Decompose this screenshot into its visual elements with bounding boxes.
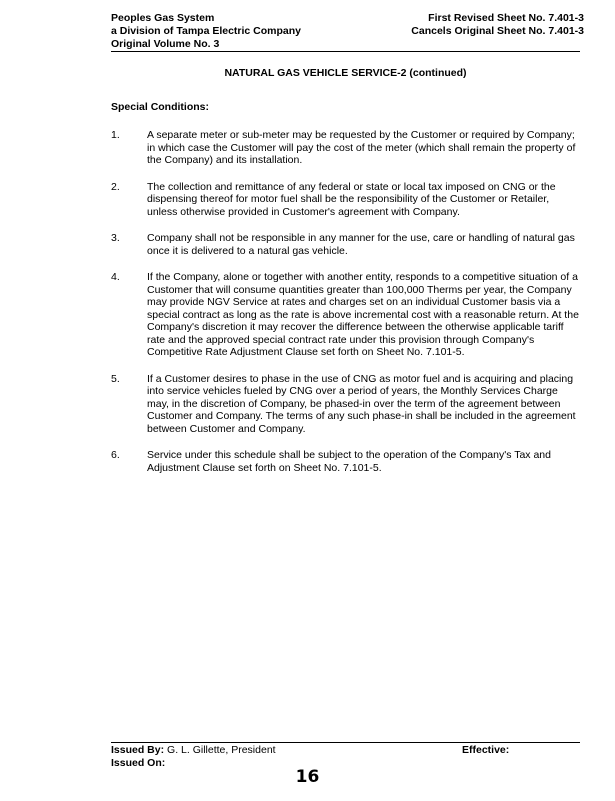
sheet-cancels: Cancels Original Sheet No. 7.401-3: [411, 25, 584, 37]
header-rule: [111, 51, 580, 52]
effective-label: Effective:: [462, 744, 510, 756]
condition-text: The collection and remittance of any federal or state or local tax imposed on CNG or the dispensing thereof for motor fuel shall be the responsibility of the Customer or Retailer, unless otherwise provided in Customer's agreement with Company.: [147, 180, 556, 218]
condition-item: [111, 271, 581, 359]
condition-text: Company shall not be responsible in any manner for the use, care or handling of natural gas once it is delivered to a natural gas vehicle.: [147, 232, 575, 257]
condition-item: [111, 449, 581, 474]
condition-text: If a Customer desires to phase in the use of CNG as motor fuel and is acquiring and placing into service vehicles fueled by CNG over a period of years, the Monthly Services Charge may, in the discretion of Company, be phased-in over the term of the agreement between Customer and Company. The terms of any such phase-in shall be included in the agreement between Customer and Company.: [147, 372, 576, 435]
company-division: a Division of Tampa Electric Company: [111, 25, 302, 37]
condition-text: A separate meter or sub-meter may be requested by the Customer or required by Company; in which case the Customer will pay the cost of the meter (which shall remain the property of the Company) and its installation.: [147, 129, 576, 166]
condition-text: If the Company, alone or together with another entity, responds to a competitive situation of a Customer that will consume quantities greater than 100,000 Therms per year, the Company may provide NGV Service at rates and charges set on an individual Customer basis via a special contract as long as the rate is above incremental cost with a reasonable return. At the Company's discretion it may recover the difference between the otherwise applicable tariff rate and the approved special contract rate under this provision through Company's Competitive Rate Adjustment Clause set forth on Sheet No. 7.101-5.: [147, 271, 579, 358]
condition-item: [111, 181, 581, 219]
company-name: Peoples Gas System: [111, 12, 215, 24]
conditions-list: [111, 129, 581, 488]
page-title: NATURAL GAS VEHICLE SERVICE-2 (continued): [224, 67, 467, 79]
condition-number: 1.: [111, 129, 120, 141]
condition-text: Service under this schedule shall be subject to the operation of the Company's Tax and Adjustment Clause set forth on Sheet No. 7.101-5.: [147, 449, 551, 474]
condition-number: 3.: [111, 232, 120, 244]
condition-number: 5.: [111, 372, 120, 385]
issued-by-value: G. L. Gillette, President: [167, 744, 276, 756]
page-number: 16: [295, 767, 320, 787]
footer-rule: [111, 742, 580, 743]
sheet-revision: First Revised Sheet No. 7.401-3: [428, 12, 584, 24]
condition-number: 4.: [111, 271, 120, 283]
condition-item: [111, 232, 581, 257]
issued-by-line: [111, 744, 581, 757]
condition-item: [111, 373, 581, 436]
volume-number: Original Volume No. 3: [111, 38, 220, 50]
header-sheet-block: [411, 12, 584, 38]
condition-number: 2.: [111, 180, 120, 193]
section-heading: Special Conditions:: [111, 101, 210, 113]
condition-number: 6.: [111, 449, 120, 461]
issued-by-label: Issued By:: [111, 744, 165, 756]
condition-item: [111, 129, 581, 167]
issued-on-label: Issued On:: [111, 757, 166, 769]
header-company-block: [111, 12, 301, 51]
